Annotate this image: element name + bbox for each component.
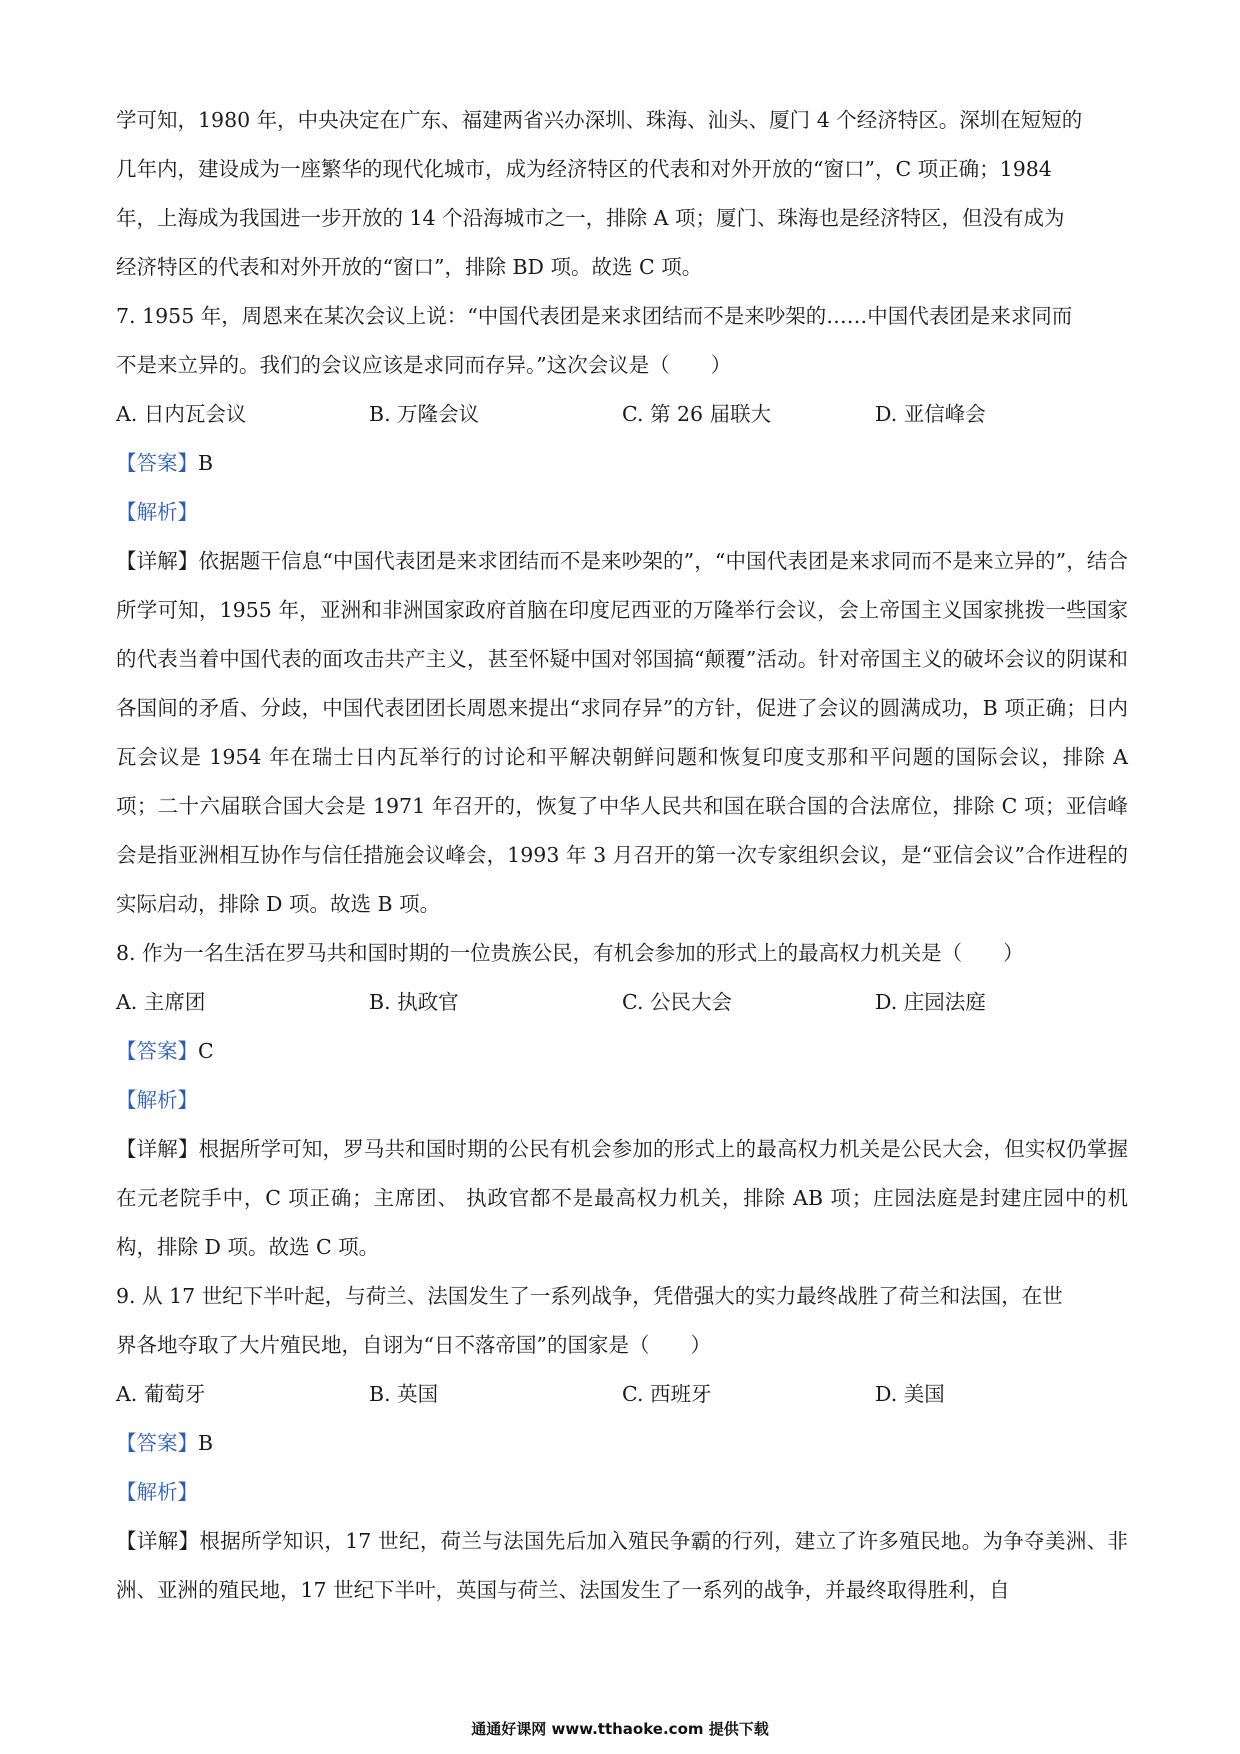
answer-tag: 【答案】: [116, 1431, 198, 1455]
question-stem: 不是来立异的。我们的会议应该是求同而存异。”这次会议是（ ）: [116, 353, 732, 377]
detail-text: 根据所学知识，17 世纪，荷兰与法国先后加入殖民争霸的行列，建立了许多殖民地。为争夺美洲、非洲、亚洲的殖民地，17 世纪下半叶，英国与荷兰、法国发生了一系列的战争，并最终取得胜利，自: [116, 1529, 1128, 1602]
detail-text: 根据所学可知，罗马共和国时期的公民有机会参加的形式上的最高权力机关是公民大会，但实权仍掌握在元老院手中，C 项正确；主席团、 执政官都不是最高权力机关，排除 AB 项；庄园法庭是封建庄园中的机构，排除 D 项。故选 C 项。: [116, 1137, 1128, 1259]
options-row: [116, 1370, 1128, 1419]
analysis-line: [116, 1468, 1128, 1517]
option-a: A. 日内瓦会议: [116, 402, 247, 426]
options-row: [116, 390, 1128, 439]
text-line: 经济特区的代表和对外开放的“窗口”，排除 BD 项。故选 C 项。: [116, 255, 703, 279]
answer-value: B: [198, 1431, 214, 1455]
question-stem: 界各地夺取了大片殖民地，自诩为“日不落帝国”的国家是（ ）: [116, 1333, 711, 1357]
analysis-tag: 【解析】: [116, 1088, 198, 1112]
previous-explanation: [116, 96, 1128, 292]
detail-tag: 【详解】: [116, 1137, 199, 1161]
option-b: B. 英国: [369, 1382, 439, 1406]
detail-tag: 【详解】: [116, 549, 199, 573]
answer-value: B: [198, 451, 214, 475]
option-c: C. 西班牙: [622, 1382, 712, 1406]
options-row: [116, 978, 1128, 1027]
question-7: [116, 292, 1128, 929]
detail-tag: 【详解】: [116, 1529, 200, 1553]
document-body: [116, 96, 1128, 1615]
text-line: 几年内，建设成为一座繁华的现代化城市，成为经济特区的代表和对外开放的“窗口”，C 项正确；1984: [116, 157, 1052, 181]
detail-paragraph: [116, 1517, 1128, 1615]
analysis-line: [116, 488, 1128, 537]
option-c: C. 第 26 届联大: [622, 402, 772, 426]
answer-line: [116, 439, 1128, 488]
option-d: D. 美国: [875, 1382, 945, 1406]
option-d: D. 亚信峰会: [875, 402, 986, 426]
question-stem: 7. 1955 年，周恩来在某次会议上说：“中国代表团是来求团结而不是来吵架的……中国代表团是来求同而: [116, 304, 1073, 328]
detail-paragraph: [116, 537, 1128, 929]
text-line: 年，上海成为我国进一步开放的 14 个沿海城市之一，排除 A 项；厦门、珠海也是经济特区，但没有成为: [116, 206, 1065, 230]
question-stem: 9. 从 17 世纪下半叶起，与荷兰、法国发生了一系列战争，凭借强大的实力最终战胜了荷兰和法国，在世: [116, 1284, 1063, 1308]
question-8: [116, 929, 1128, 1272]
answer-value: C: [198, 1039, 214, 1063]
answer-tag: 【答案】: [116, 451, 198, 475]
option-c: C. 公民大会: [622, 990, 732, 1014]
page-footer: 通通好课网 www.tthaoke.com 提供下载: [471, 1720, 769, 1738]
analysis-tag: 【解析】: [116, 1480, 198, 1504]
analysis-tag: 【解析】: [116, 500, 198, 524]
detail-text: 依据题干信息“中国代表团是来求团结而不是来吵架的”，“中国代表团是来求同而不是来立异的”，结合所学可知，1955 年，亚洲和非洲国家政府首脑在印度尼西亚的万隆举行会议，会上帝国主义国家挑拨一些国家的代表当着中国代表的面攻击共产主义，甚至怀疑中国对邻国搞“颠覆”活动。针对帝国主义的破坏会议的阴谋和各国间的矛盾、分歧，中国代表团团长周恩来提出“求同存异”的方针，促进了会议的圆满成功，B 项正确；日内瓦会议是 1954 年在瑞士日内瓦举行的讨论和平解决朝鲜问题和恢复印度支那和平问题的国际会议，排除 A 项；二十六届联合国大会是 1971 年召开的，恢复了中华人民共和国在联合国的合法席位，排除 C 项；亚信峰会是指亚洲相互协作与信任措施会议峰会，1993 年 3 月召开的第一次专家组织会议，是“亚信会议”合作进程的实际启动，排除 D 项。故选 B 项。: [116, 549, 1129, 916]
option-d: D. 庄园法庭: [875, 990, 986, 1014]
option-a: A. 主席团: [116, 990, 206, 1014]
detail-paragraph: [116, 1125, 1128, 1272]
option-b: B. 执政官: [369, 990, 459, 1014]
text-line: 学可知，1980 年，中央决定在广东、福建两省兴办深圳、珠海、汕头、厦门 4 个经济特区。深圳在短短的: [116, 108, 1083, 132]
option-b: B. 万隆会议: [369, 402, 480, 426]
option-a: A. 葡萄牙: [116, 1382, 206, 1406]
analysis-line: [116, 1076, 1128, 1125]
question-stem: 8. 作为一名生活在罗马共和国时期的一位贵族公民，有机会参加的形式上的最高权力机关是（ ）: [116, 941, 1024, 965]
answer-line: [116, 1027, 1128, 1076]
answer-tag: 【答案】: [116, 1039, 198, 1063]
answer-line: [116, 1419, 1128, 1468]
question-9: [116, 1272, 1128, 1615]
